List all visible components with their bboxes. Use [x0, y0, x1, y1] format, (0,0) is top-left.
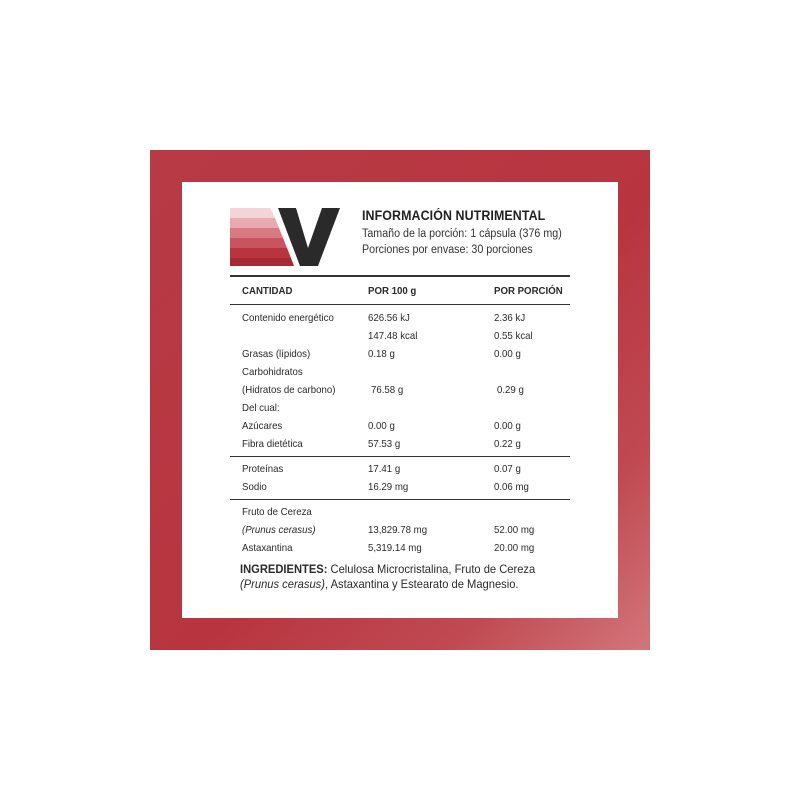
ingredients-line-2: , Astaxantina y Estearato de Magnesio. — [324, 577, 519, 591]
table-row — [230, 435, 570, 453]
table-row — [230, 399, 570, 417]
value-per-100g: 13,829.78 mg — [368, 523, 428, 536]
value-per-serving: 0.22 g — [494, 437, 521, 450]
servings-per-container: Porciones por envase: 30 porciones — [362, 244, 533, 256]
brand-logo-icon — [230, 208, 342, 266]
nutrient-name: Carbohidratos — [242, 365, 303, 378]
nutrient-name: (Prunus cerasus) — [242, 523, 316, 536]
value-per-100g: 16.29 mg — [368, 480, 409, 493]
nutrient-name: Del cual: — [242, 401, 280, 414]
value-per-serving: 0.29 g — [497, 383, 524, 396]
nutrient-name: Astaxantina — [242, 541, 293, 554]
ingredients-italic: (Prunus cerasus) — [240, 577, 325, 591]
value-per-serving: 52.00 mg — [494, 523, 535, 536]
value-per-100g: 17.41 g — [368, 462, 401, 475]
table-row — [230, 521, 570, 539]
ingredients-label: INGREDIENTES: — [240, 562, 328, 576]
table-row — [230, 503, 570, 521]
table-row — [230, 327, 570, 345]
table-row — [230, 478, 570, 496]
value-per-100g: 626.56 kJ — [368, 311, 410, 324]
table-row — [230, 460, 570, 478]
nutrient-name: Fibra dietética — [242, 437, 303, 450]
serving-size: Tamaño de la porción: 1 cápsula (376 mg) — [362, 228, 562, 240]
value-per-serving: 0.07 g — [494, 462, 521, 475]
table-header-row — [230, 277, 570, 304]
table-row — [230, 345, 570, 363]
value-per-serving: 0.06 mg — [494, 480, 529, 493]
table-row — [230, 363, 570, 381]
nutrient-name: Azúcares — [242, 419, 283, 432]
nutrient-name: Contenido energético — [242, 311, 334, 324]
nutrient-name: (Hidratos de carbono) — [242, 383, 336, 396]
table-row — [230, 381, 570, 399]
value-per-100g: 147.48 kcal — [368, 329, 418, 342]
nutrient-name: Grasas (lípidos) — [242, 347, 311, 360]
nutrition-table — [230, 275, 570, 557]
value-per-serving: 2.36 kJ — [494, 311, 526, 324]
table-row — [230, 417, 570, 435]
value-per-serving: 0.00 g — [494, 419, 521, 432]
nutrient-name: Fruto de Cereza — [242, 505, 312, 518]
ingredients-line-1: Celulosa Microcristalina, Fruto de Cereza — [327, 562, 536, 576]
value-per-100g: 5,319.14 mg — [368, 541, 422, 554]
value-per-100g: 0.18 g — [368, 347, 395, 360]
nutrient-name: Proteínas — [242, 462, 284, 475]
table-row — [230, 309, 570, 327]
nutrient-name: Sodio — [242, 480, 267, 493]
value-per-100g: 76.58 g — [371, 383, 404, 396]
value-per-serving: 0.55 kcal — [494, 329, 533, 342]
table-row — [230, 539, 570, 557]
value-per-100g: 0.00 g — [368, 419, 395, 432]
value-per-100g: 57.53 g — [368, 437, 401, 450]
ingredients-text — [240, 562, 547, 592]
value-per-serving: 0.00 g — [494, 347, 521, 360]
nutrition-label-card — [182, 182, 618, 618]
column-header-quantity: CANTIDAD — [242, 284, 293, 297]
label-title: INFORMACIÓN NUTRIMENTAL — [362, 208, 546, 223]
label-header — [362, 208, 577, 256]
value-per-serving: 20.00 mg — [494, 541, 535, 554]
column-header-per-100g: POR 100 g — [368, 284, 417, 297]
column-header-per-serving: POR PORCIÓN — [494, 284, 563, 297]
